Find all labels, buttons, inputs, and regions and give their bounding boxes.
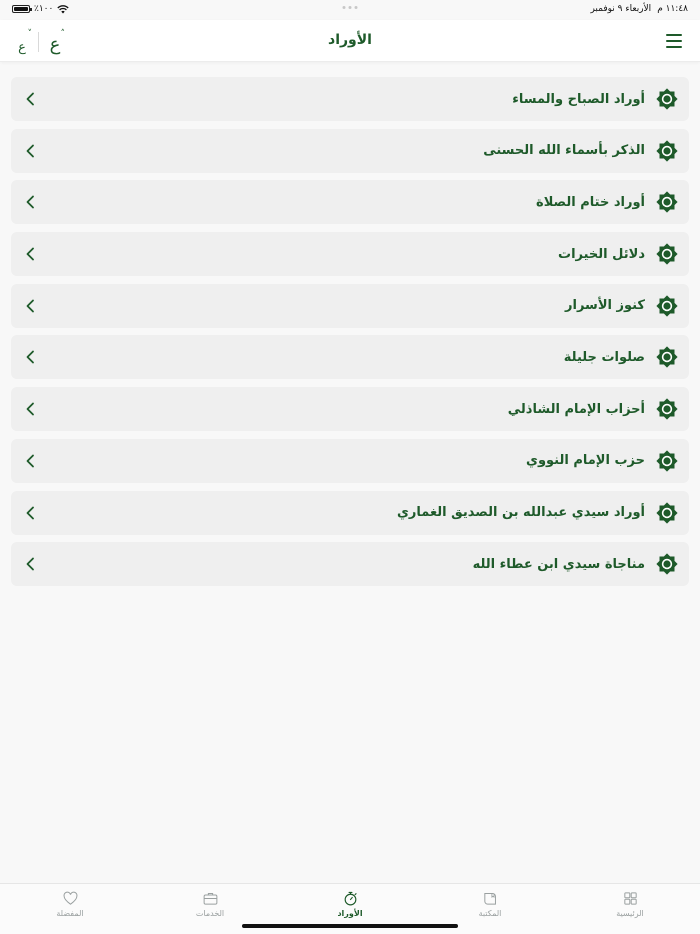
chevron-left-icon [25, 299, 39, 313]
chevron-up-icon: ˄ [60, 29, 65, 39]
item-content [565, 294, 679, 318]
multitask-dots [343, 6, 358, 9]
chevron-left-icon [25, 557, 39, 571]
list-item[interactable] [11, 180, 689, 224]
list-item[interactable] [11, 542, 689, 586]
awrad-list [11, 77, 689, 594]
item-content [526, 449, 679, 473]
item-content [564, 345, 679, 369]
list-item-label: مناجاة سيدي ابن عطاء الله [472, 556, 645, 572]
font-glyph-large: ع [49, 34, 61, 55]
list-item[interactable] [11, 77, 689, 121]
item-content [508, 397, 679, 421]
item-content [473, 552, 679, 576]
status-date: الأربعاء ٩ نوفمبر [590, 4, 652, 14]
islamic-star-icon [655, 501, 679, 525]
chevron-left-icon [25, 454, 39, 468]
wifi-icon [57, 5, 69, 14]
status-right [590, 4, 688, 14]
status-bar [0, 0, 700, 18]
home-indicator [242, 924, 458, 928]
grid-icon [622, 890, 639, 907]
nav-header [0, 20, 700, 62]
islamic-star-icon [655, 139, 679, 163]
list-item-label: أوراد سيدي عبدالله بن الصديق الغماري [396, 505, 645, 520]
tab-services[interactable] [155, 890, 265, 918]
list-item-label: كنوز الأسرار [565, 298, 645, 314]
book-icon [482, 890, 499, 907]
islamic-star-icon [655, 345, 679, 369]
item-content [558, 242, 679, 266]
status-time: ١١:٤٨ م [657, 4, 688, 14]
tab-home-label: الرئيسية [616, 909, 644, 918]
list-item[interactable] [11, 491, 689, 535]
list-item-label: دلائل الخيرات [558, 246, 645, 262]
chevron-left-icon [25, 247, 39, 261]
list-item-label: حزب الإمام النووي [526, 453, 645, 469]
islamic-star-icon [655, 294, 679, 318]
islamic-star-icon [655, 242, 679, 266]
item-content [397, 501, 679, 525]
chevron-left-icon [25, 144, 39, 158]
islamic-star-icon [655, 87, 679, 111]
tab-services-label: الخدمات [195, 909, 225, 918]
item-content [536, 190, 679, 214]
item-content [483, 139, 679, 163]
chevron-left-icon [25, 506, 39, 520]
islamic-star-icon [655, 449, 679, 473]
list-item-label: أوراد ختام الصلاة [536, 194, 645, 210]
page-title: الأوراد [328, 32, 372, 48]
chevron-left-icon [25, 402, 39, 416]
list-item[interactable] [11, 439, 689, 483]
list-item[interactable] [11, 129, 689, 173]
list-item[interactable] [11, 335, 689, 379]
battery-level: ٪١٠٠ [34, 4, 54, 14]
chevron-left-icon [25, 92, 39, 106]
list-item-label: صلوات جليلة [563, 349, 645, 365]
list-item-label: الذكر بأسماء الله الحسنى [483, 143, 645, 159]
list-item[interactable] [11, 284, 689, 328]
tab-home[interactable] [575, 890, 685, 918]
status-left [12, 4, 69, 14]
tab-favorites[interactable] [15, 890, 125, 918]
tab-library-label: المكتبة [478, 909, 502, 918]
heart-icon [62, 890, 79, 907]
briefcase-icon [202, 890, 219, 907]
font-glyph-small: ع [18, 40, 26, 55]
islamic-star-icon [655, 552, 679, 576]
battery-icon [12, 5, 30, 13]
list-item[interactable] [11, 232, 689, 276]
tab-awrad-label: الأوراد [337, 909, 363, 918]
list-item[interactable] [11, 387, 689, 431]
islamic-star-icon [655, 397, 679, 421]
hamburger-menu-icon[interactable] [666, 34, 682, 48]
list-item-label: أحزاب الإمام الشاذلي [507, 401, 645, 417]
tab-awrad[interactable] [295, 890, 405, 918]
tab-favorites-label: المفضلة [56, 909, 84, 918]
stopwatch-icon [342, 890, 359, 907]
chevron-left-icon [25, 195, 39, 209]
item-content [512, 87, 679, 111]
chevron-left-icon [25, 350, 39, 364]
chevron-down-icon: ˅ [27, 29, 32, 39]
list-item-label: أوراد الصباح والمساء [512, 91, 645, 107]
tab-library[interactable] [435, 890, 545, 918]
islamic-star-icon [655, 190, 679, 214]
